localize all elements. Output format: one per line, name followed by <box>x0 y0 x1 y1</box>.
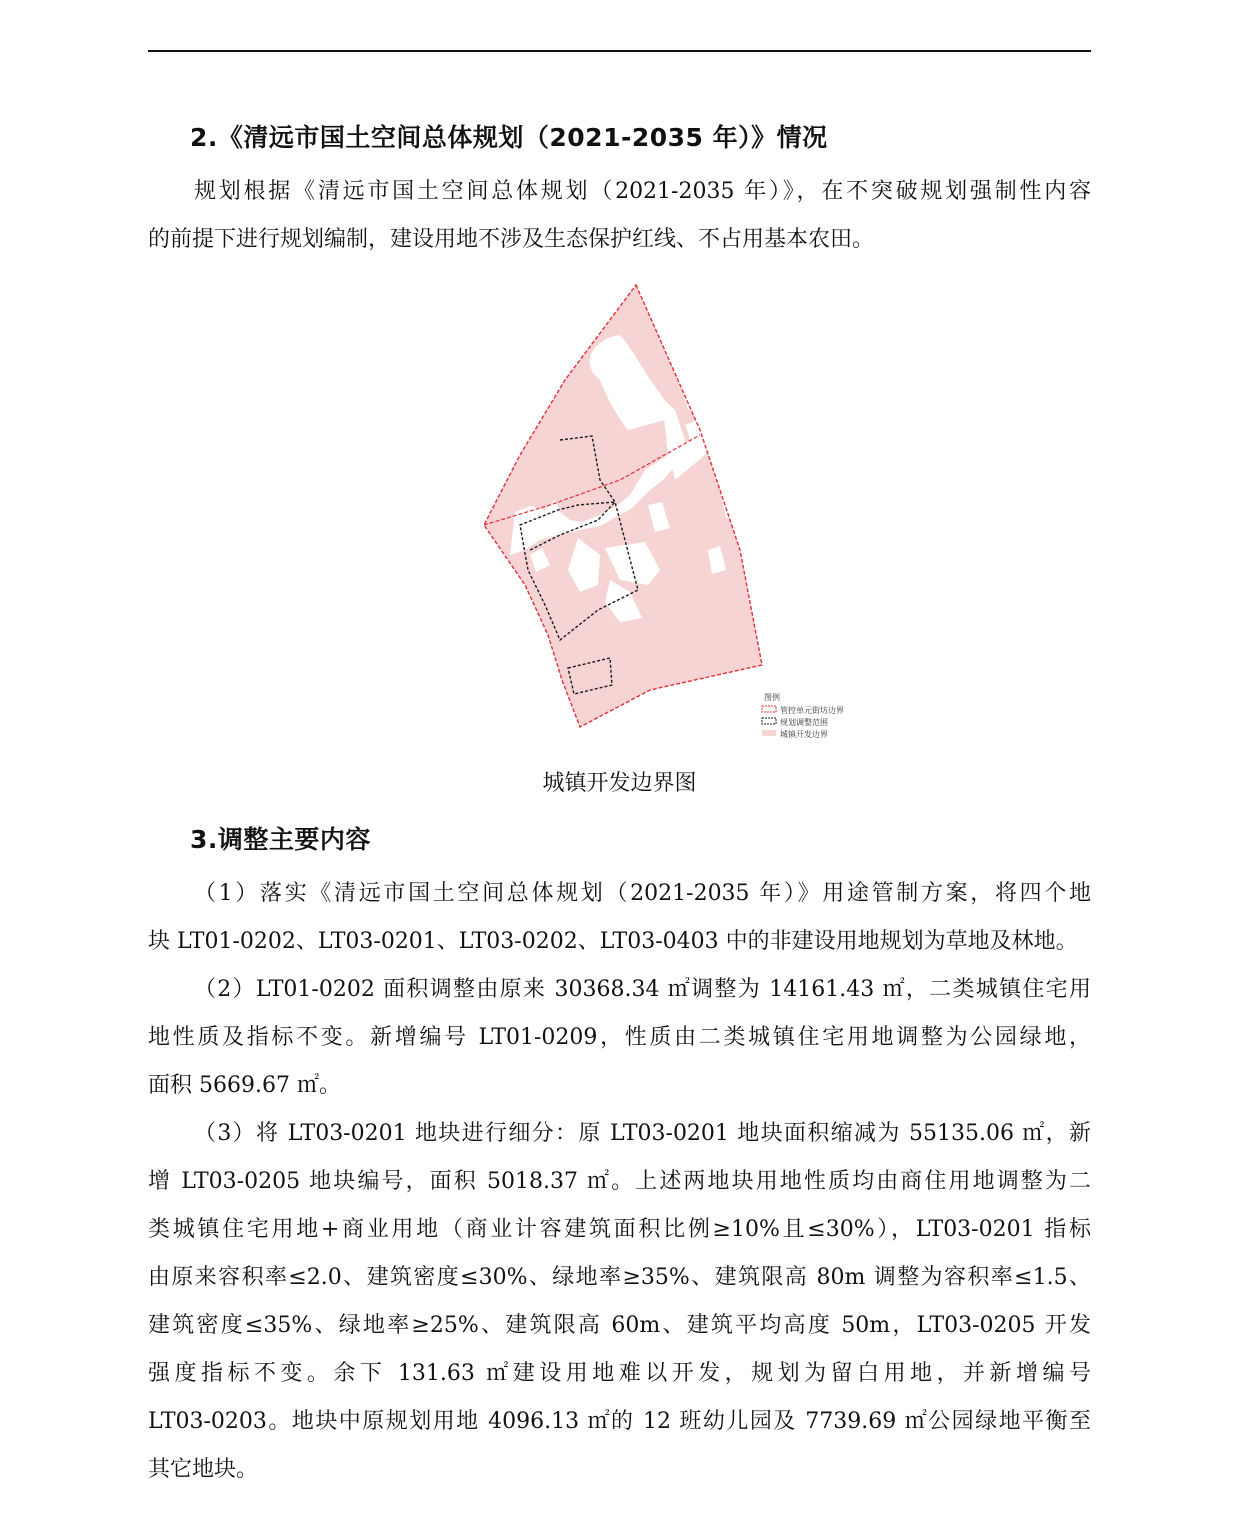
p3-line-1: （3）将 LT03-0201 地块进行细分：原 LT03-0201 地块面积缩减为 55135.06 ㎡，新 <box>194 1121 1091 1146</box>
paragraph-3 <box>148 1110 1091 1494</box>
legend-title: 图例 <box>764 693 780 702</box>
p3-line-5: 建筑密度≤35%、绿地率≥25%、建筑限高 60m、建筑平均高度 50m，LT03-0205 开发 <box>148 1313 1091 1338</box>
paragraph-1 <box>148 870 1091 966</box>
p2-line-1: （2）LT01-0202 面积调整由原来 30368.34 ㎡调整为 14161.43 ㎡，二类城镇住宅用 <box>194 977 1091 1002</box>
p2-line-2: 地性质及指标不变。新增编号 LT01-0209，性质由二类城镇住宅用地调整为公园绿地， <box>148 1025 1091 1050</box>
p3-line-3: 类城镇住宅用地+商业用地（商业计容建筑面积比例≥10%且≤30%），LT03-0201 指标 <box>148 1217 1091 1242</box>
p3-line-8: 其它地块。 <box>148 1457 259 1482</box>
p3-line-6: 强度指标不变。余下 131.63 ㎡建设用地难以开发，规划为留白用地，并新增编号 <box>148 1361 1091 1386</box>
legend-item-unit-boundary: 管控单元街坊边界 <box>780 706 844 715</box>
p3-line-4: 由原来容积率≤2.0、建筑密度≤30%、绿地率≥35%、建筑限高 80m 调整为容积率≤1.5、 <box>148 1265 1091 1290</box>
intro-paragraph <box>148 168 1091 264</box>
intro-line-1: 规划根据《清远市国土空间总体规划（2021-2035 年）》，在不突破规划强制性内容 <box>194 179 1091 204</box>
section-heading-2: 2.《清远市国土空间总体规划（2021-2035 年）》情况 <box>190 123 828 152</box>
map-svg <box>470 280 890 750</box>
legend-item-adjust-range: 规划调整范围 <box>780 718 828 727</box>
section-heading-3: 3.调整主要内容 <box>190 825 371 854</box>
paragraph-2 <box>148 966 1091 1110</box>
header-rule <box>148 50 1091 52</box>
map-legend <box>762 692 844 739</box>
intro-line-2: 的前提下进行规划编制，建设用地不涉及生态保护红线、不占用基本农田。 <box>148 227 875 252</box>
legend-item-dev-boundary: 城镇开发边界 <box>780 730 828 739</box>
p1-line-2: 块 LT01-0202、LT03-0201、LT03-0202、LT03-0403 中的非建设用地规划为草地及林地。 <box>148 929 1078 954</box>
figure-caption: 城镇开发边界图 <box>542 771 697 796</box>
p3-line-7: LT03-0203。地块中原规划用地 4096.13 ㎡的 12 班幼儿园及 7739.69 ㎡公园绿地平衡至 <box>148 1409 1091 1434</box>
legend-swatch-adjust-range <box>762 718 776 724</box>
p3-line-2: 增 LT03-0205 地块编号，面积 5018.37 ㎡。上述两地块用地性质均由商住用地调整为二 <box>148 1169 1091 1194</box>
legend-swatch-dev-boundary <box>762 730 776 736</box>
p1-line-1: （1）落实《清远市国土空间总体规划（2021-2035 年）》用途管制方案，将四个地 <box>194 881 1091 906</box>
town-development-boundary-map <box>470 280 890 750</box>
p2-line-3: 面积 5669.67 ㎡。 <box>148 1073 341 1098</box>
legend-swatch-unit-boundary <box>762 706 776 712</box>
